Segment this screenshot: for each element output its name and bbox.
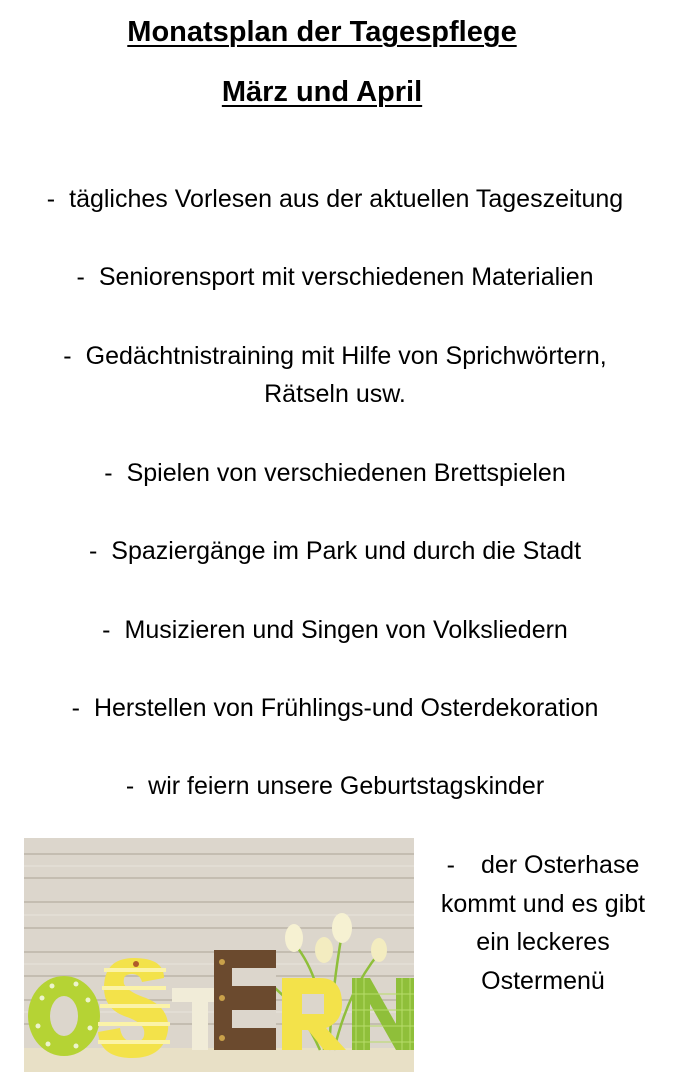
bullet-dash: - [102, 616, 111, 644]
bullet-dash: - [125, 772, 135, 800]
activity-text: Herstellen von Frühlings-und Osterdekoration [93, 694, 599, 722]
activity-text: tägliches Vorlesen aus der aktuellen Tageszeitung [69, 185, 624, 213]
activity-text: Gedächtnistraining mit Hilfe von Sprichwörtern, [85, 342, 607, 370]
bullet-dash: - [446, 851, 455, 879]
bullet-dash: - [76, 263, 85, 291]
page-subtitle: März und April [221, 76, 423, 108]
easter-note-line: ein leckeres [476, 928, 610, 956]
bullet-dash: - [88, 537, 98, 565]
activity-item [10, 454, 660, 492]
ostern-letters-image [24, 838, 414, 1072]
easter-note-line: der Osterhase [480, 851, 640, 879]
activity-text: Spaziergänge im Park und durch die Stadt [111, 537, 582, 565]
activity-item [10, 180, 660, 218]
activity-item [10, 532, 660, 570]
easter-note [425, 846, 661, 1000]
activity-text: Spielen von verschiedenen Brettspielen [126, 459, 566, 487]
activity-item [10, 611, 660, 649]
activity-item [10, 258, 660, 296]
bullet-dash: - [104, 459, 113, 487]
activity-item [10, 767, 660, 805]
bullet-dash: - [71, 694, 80, 722]
easter-note-line: kommt und es gibt [440, 889, 646, 918]
bullet-dash: - [63, 342, 72, 370]
activity-text-continuation: Rätseln usw. [264, 380, 406, 408]
activity-text: Musizieren und Singen von Volksliedern [124, 616, 568, 644]
activity-item [10, 689, 660, 727]
activity-item [10, 337, 660, 413]
page-title: Monatsplan der Tagespflege [127, 16, 517, 48]
activity-text: Seniorensport mit verschiedenen Materialien [98, 263, 594, 291]
activity-text: wir feiern unsere Geburtstagskinder [148, 772, 545, 800]
bullet-dash: - [46, 185, 56, 213]
easter-note-line: Ostermenü [481, 966, 605, 995]
